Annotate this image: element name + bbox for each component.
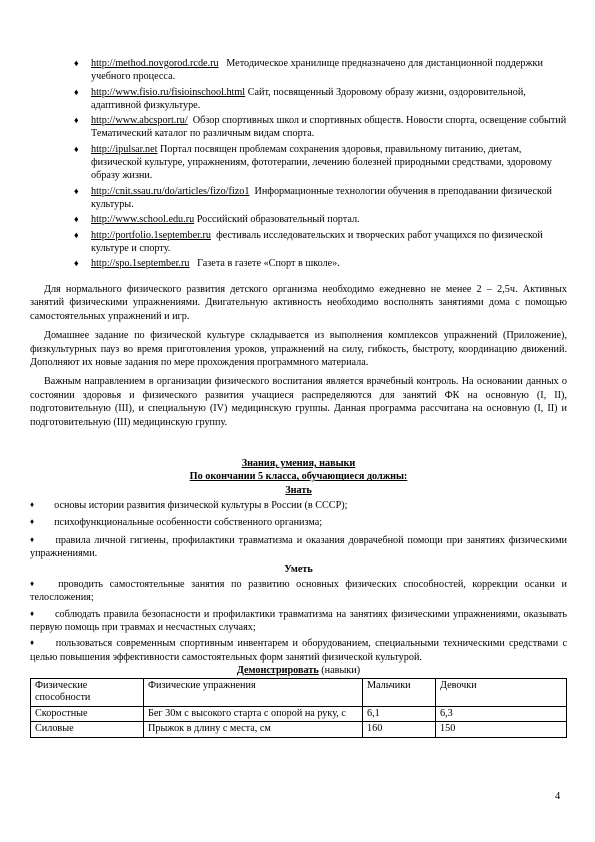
page-number: 4 bbox=[555, 791, 561, 802]
bullet-icon: ♦ bbox=[30, 499, 35, 509]
resource-description: Портал посвящен проблемам сохранения здоровья, правильному питанию, диетам, физической культуре, упражнениям, фототерапии, лечению болезней природными средствами, здоровому образу жизни. bbox=[91, 143, 553, 182]
bullet-icon: ♦ bbox=[74, 185, 79, 196]
resource-link[interactable]: http://www.fisio.ru/fisioinschool.html bbox=[91, 86, 246, 98]
resource-link[interactable]: http://method.novgorod.rcde.ru bbox=[91, 58, 219, 69]
bullet-icon: ♦ bbox=[74, 214, 79, 225]
table-row bbox=[31, 706, 567, 722]
list-item bbox=[72, 229, 567, 256]
list-item bbox=[72, 86, 567, 113]
bullet-icon: ♦ bbox=[74, 115, 79, 126]
bullet-icon: ♦ bbox=[30, 517, 35, 527]
requirements-section bbox=[30, 457, 567, 738]
table-cell: Бег 30м с высокого старта с опорой на руку, с bbox=[144, 706, 363, 722]
paragraph-medical-control: Важным направлением в организации физического воспитания является врачебный контроль. На основании данных о состоянии здоровья и физического развития учащиеся распределяются для занятий ФК на основную (I, II), подготовительную (III), и специальную (IV) медицинскую группы. Данная программа рассчитана на основную (I, II) и подготовительную (III) медицинскую группу. bbox=[30, 376, 567, 428]
list-item bbox=[72, 114, 567, 141]
resource-link[interactable]: http://www.school.edu.ru bbox=[91, 214, 195, 226]
table-header-cell: Мальчики bbox=[363, 678, 436, 706]
table-header-cell: Физические способности bbox=[31, 678, 144, 706]
paragraph-homework: Домашнее задание по физической культуре складывается из выполнения комплексов упражнений (Приложение), физкультурных пауз во время приготовления уроков, упражнений на силу, гибкость, быстроту, координацию движений. Дополняют их новые задания по мере прохождения программного материала. bbox=[30, 330, 567, 369]
list-item: ♦ основы истории развития физической культуры в России (в СССР); bbox=[30, 499, 348, 511]
section-subtitle: По окончании 5 класса, обучающиеся должны: bbox=[189, 471, 408, 483]
table-cell: Скоростные bbox=[31, 706, 144, 722]
table-header-cell: Девочки bbox=[436, 678, 567, 706]
list-item bbox=[72, 213, 567, 226]
bullet-icon: ♦ bbox=[74, 229, 79, 240]
table-cell: Прыжок в длину с места, см bbox=[144, 722, 363, 738]
resource-link[interactable]: http://spo.1september.ru bbox=[91, 258, 190, 270]
list-item bbox=[72, 143, 567, 183]
list-item: ♦ пользоваться современным спортивным инвентарем и оборудованием, специальными техническими средствами с целью повышения эффективности самостоятельных форм занятий физической культурой. bbox=[30, 638, 567, 663]
list-item bbox=[72, 185, 567, 212]
table-cell: 150 bbox=[436, 722, 567, 738]
list-item: ♦ правила личной гигиены, профилактики травматизма и оказания доврачебной помощи при занятиях физическими упражнениями. bbox=[30, 534, 567, 560]
bullet-icon: ♦ bbox=[74, 86, 79, 97]
resource-link[interactable]: http://ipulsar.net bbox=[91, 143, 158, 155]
standards-table bbox=[30, 678, 567, 738]
resource-description: Методическое хранилище предназначено для дистанционной поддержки учебного процесса. bbox=[91, 58, 543, 83]
resource-description: Информационные технологии обучения в преподавании физической культуры. bbox=[91, 185, 553, 210]
resource-description: Газета в газете «Спорт в школе». bbox=[197, 258, 340, 270]
bullet-icon: ♦ bbox=[74, 258, 79, 269]
resource-description: фестиваль исследовательских и творческих работ учащихся по физической культуре и спорту. bbox=[91, 229, 543, 254]
resource-description: Российский образовательный портал. bbox=[196, 214, 360, 226]
resource-link[interactable]: http://portfolio.1september.ru bbox=[91, 229, 211, 241]
table-cell: 6,1 bbox=[363, 706, 436, 722]
resource-link[interactable]: http://cnit.ssau.ru/do/articles/fizo/fizo1 bbox=[91, 185, 250, 197]
resource-link-list bbox=[72, 57, 567, 272]
paragraph-activity: Для нормального физического развития детского организма необходимо ежедневно не менее 2 – 2,5ч. Активных занятий физическими упражнениями. Двигательную активность необходимо восполнять занятиями дома с помощью самостоятельных упражнений и игр. bbox=[30, 284, 567, 322]
list-item bbox=[72, 57, 567, 84]
can-heading: Уметь bbox=[284, 563, 313, 575]
table-cell: Силовые bbox=[31, 722, 144, 738]
table-cell: 160 bbox=[363, 722, 436, 738]
bullet-icon: ♦ bbox=[30, 638, 36, 648]
list-item bbox=[72, 257, 567, 270]
table-header-cell: Физические упражнения bbox=[144, 678, 363, 706]
bullet-icon: ♦ bbox=[74, 58, 79, 68]
resource-description: Обзор спортивных школ и спортивных обществ. Новости спорта, освещение событий Тематический каталог по различным видам спорта. bbox=[91, 115, 567, 140]
bullet-icon: ♦ bbox=[74, 143, 79, 154]
bullet-icon: ♦ bbox=[30, 578, 39, 588]
list-item: ♦ психофункциональные особенности собственного организма; bbox=[30, 517, 323, 529]
table-header-row bbox=[31, 678, 567, 706]
resource-link[interactable]: http://www.abcsport.ru/ bbox=[91, 115, 188, 127]
list-item: ♦ соблюдать правила безопасности и профилактики травматизма на занятиях физическими упражнениями, оказывать первую помощь при травмах и несчастных случаях; bbox=[30, 608, 567, 634]
bullet-icon: ♦ bbox=[30, 534, 36, 544]
resource-description: Сайт, посвященный Здоровому образу жизни, оздоровительной, адаптивной физкультуре. bbox=[91, 86, 526, 111]
list-item: ♦ проводить самостоятельные занятия по развитию основных физических способностей, коррекции осанки и телосложения; bbox=[30, 578, 567, 604]
table-cell: 6,3 bbox=[436, 706, 567, 722]
demo-heading: Демонстрировать (навыки) bbox=[236, 665, 361, 677]
section-title: Знания, умения, навыки bbox=[241, 458, 356, 469]
bullet-icon: ♦ bbox=[30, 608, 35, 618]
know-heading: Знать bbox=[285, 484, 312, 496]
table-row bbox=[31, 722, 567, 738]
body-text bbox=[30, 283, 567, 429]
